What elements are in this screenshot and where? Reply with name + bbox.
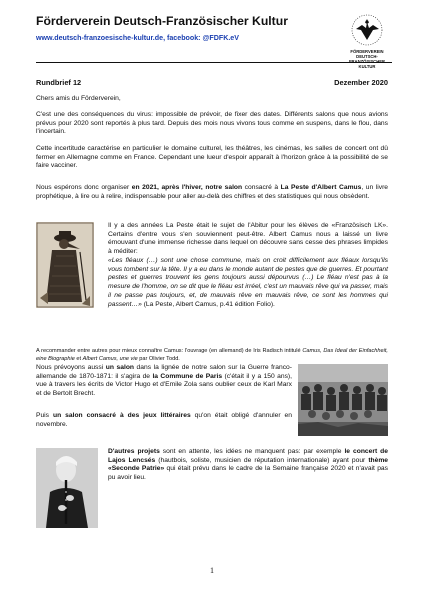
- commune-de-paris-photo: [298, 364, 388, 436]
- paragraph-salon-peste: Nous espérons donc organiser en 2021, après l'hiver, notre salon consacré à La Peste d'Albert Camus, un livre prophétique, à lire ou à relire, indispensable pour aller au-delà des chiffres et des statistiques qui nous obsèdent.: [36, 184, 389, 200]
- paragraph-abitur: Il y a des années La Peste était le sujet de l'Abitur pour les élèves de «Französisch LK». Certains d'entre vous s'en souviennent peut-être. Albert Camus nous a laissé un livre émouvant d'une immense richesse dans lequel on découvre sans cesse des phrases limpides à méditer:: [108, 222, 388, 256]
- paragraph-covid: C'est une des conséquences du virus: impossible de prévoir, de fixer des dates. Différents salons que nous avions prévus pour 2020 sont reportés à plus tard. Depuis des mois nous vivons tous comme en suspens, dans le flou, dans l'incertain.: [36, 111, 388, 136]
- paragraph-concert: D'autres projets sont en attente, les idées ne manquent pas: par exemple le concert de Lajos Lencsés (hautbois, soliste, musicien de réputation internationale) ayant pour thème «Seconde Patrie» qui était prévu dans le cadre de la Semaine française 2020 et n'avait pas pu avoir lieu.: [108, 448, 389, 482]
- paragraph-commune: Nous prévoyons aussi un salon dans la lignée de notre salon sur la Guerre franco-allemande de 1870-1871: il s'agira de la Commune de Paris (c'était il y a 150 ans), vue à travers les écrits de Victor Hugo et d'Emile Zola sans oublier ceux de Karl Marx et de Bertolt Brecht.: [36, 364, 293, 398]
- paragraph-uncertainty: Cette incertitude caractérise en particulier le domaine culturel, les théâtres, les cinémas, les salles de concert ont dû fermer en Allemagne comme en France. Cependant une lueur d'espoir apparaît à l'horizon grâce à la possibilité de se faire vacciner.: [36, 145, 388, 170]
- camus-quote: «Les fléaux (…) sont une chose commune, mais on croit difficilement aux fléaux lorsqu'ils vous tombent sur la tête. Il y a eu dans le monde autant de pestes que de guerres. Et pourtant pestes et guerres trouvent les gens toujours aussi dépourvus (…) Le fléau n'est pas à la mesure de l'homme, on se dit que le fléau est irréel, c'est un mauvais rêve qui va passer, mais il ne passe pas toujours, et, de mauvais rêve en mauvais rêve, ce sont les hommes qui passent…» (La Peste, Albert Camus, p.41 édition Folio).: [108, 257, 388, 308]
- organization-title: Förderverein Deutsch-Französischer Kultur: [36, 14, 288, 28]
- greeting: Chers amis du Förderverein,: [36, 95, 121, 102]
- reading-recommendation: A recommander entre autres pour mieux connaître Camus: l'ouvrage (en allemand) de Iris Radisch intitulé Camus, Das Ideal der Einfachheit, eine Biographie et Albert Camus, une vie par Olivier Todd.: [36, 348, 388, 362]
- logo-caption: FÖRDERVEREIN DEUTSCH-FRANZÖSISCHER KULTUR: [348, 49, 386, 69]
- issue-date: Dezember 2020: [334, 78, 388, 87]
- paragraph-jeux-litteraires: Puis un salon consacré à des jeux littéraires qu'on était obligé d'annuler en novembre.: [36, 412, 292, 428]
- quote-source: (La Peste, Albert Camus, p.41 édition Folio).: [141, 300, 275, 308]
- issue-label: Rundbrief 12: [36, 78, 82, 87]
- facebook-link[interactable]: @FDFK.eV: [202, 34, 239, 42]
- facebook-prefix: , facebook:: [163, 34, 203, 42]
- website-link[interactable]: www.deutsch-franzoesische-kultur.de: [36, 34, 164, 42]
- page-number: 1: [210, 566, 214, 575]
- oboist-portrait-photo: [36, 448, 98, 528]
- eagle-rooster-logo-icon: [348, 13, 386, 69]
- letterhead: [36, 10, 392, 69]
- organization-links: [36, 34, 239, 42]
- plague-doctor-engraving: [36, 222, 94, 308]
